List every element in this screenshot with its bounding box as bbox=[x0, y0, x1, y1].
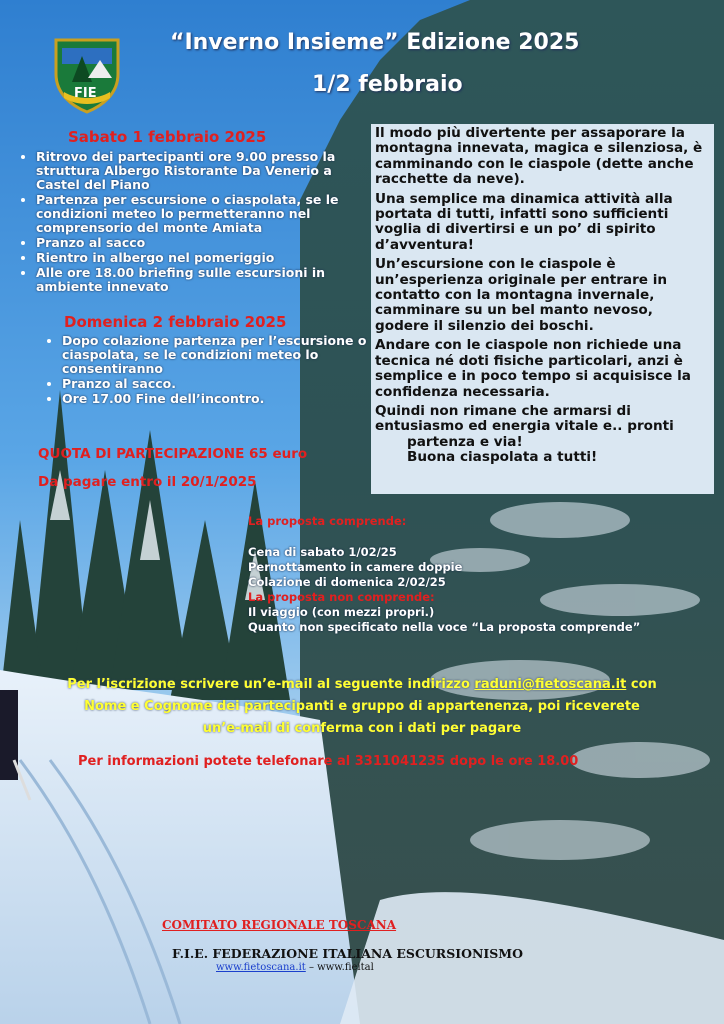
federation-name: F.I.E. FEDERAZIONE ITALIANA ESCURSIONISMO bbox=[172, 946, 523, 961]
footer-link-separator: – bbox=[305, 962, 318, 973]
quota-price: QUOTA DI PARTECIPAZIONE 65 euro bbox=[38, 446, 308, 462]
list-item: • Ore 17.00 Fine dell’incontro. bbox=[62, 392, 380, 406]
list-item: • Alle ore 18.00 briefing sulle escursioni in ambiente innevato bbox=[36, 266, 362, 294]
description-paragraph: Una semplice ma dinamica attività alla portata di tutti, infatti sono sufficienti voglia di divertirsi e un po’ di spirito d’avventura! bbox=[375, 190, 673, 253]
saturday-heading: Sabato 1 febbraio 2025 bbox=[68, 128, 267, 146]
phone-info: Per informazioni potete telefonare al 3311041235 dopo le ore 18.00 bbox=[78, 754, 579, 769]
description-panel bbox=[371, 124, 714, 494]
list-item: • Pranzo al sacco bbox=[36, 236, 362, 250]
fie-shield-icon bbox=[52, 34, 122, 114]
description-closing: Buona ciaspolata a tutti! bbox=[407, 449, 598, 466]
website-link[interactable]: www.fietoscana.it bbox=[216, 962, 306, 973]
registration-info bbox=[20, 674, 704, 740]
sunday-program-list bbox=[44, 334, 380, 407]
list-item: Pernottamento in camere doppie bbox=[248, 560, 463, 574]
list-item: • Partenza per escursione o ciaspolata, se le condizioni meteo lo permetteranno nel comprensorio del monte Amiata bbox=[36, 193, 362, 235]
description-closing: partenza e via! bbox=[407, 433, 523, 450]
sunday-heading: Domenica 2 febbraio 2025 bbox=[64, 313, 287, 331]
committee-link[interactable]: COMITATO REGIONALE TOSCANA bbox=[162, 918, 397, 932]
page-subtitle-dates: 1/2 febbraio bbox=[312, 72, 463, 97]
includes-heading: La proposta comprende: bbox=[248, 514, 407, 528]
logo-text: FIE bbox=[74, 86, 97, 101]
description-paragraph: Andare con le ciaspole non richiede una tecnica né doti fisiche particolari, anzi è semplice e in poco tempo si acquisisce la confidenza necessaria. bbox=[375, 337, 691, 400]
fie-logo bbox=[52, 34, 122, 114]
excludes-heading: La proposta non comprende: bbox=[248, 590, 435, 604]
registration-email-link[interactable]: raduni@fietoscana.it bbox=[474, 677, 627, 692]
description-paragraph: Quindi non rimane che armarsi di entusiasmo ed energia vitale e.. pronti bbox=[375, 402, 674, 435]
registration-line: un’e-mail di conferma con i dati per pagare bbox=[202, 721, 522, 736]
page-title: “Inverno Insieme” Edizione 2025 bbox=[170, 30, 580, 55]
registration-text: Per l’iscrizione scrivere un’e-mail al seguente indirizzo bbox=[67, 677, 470, 692]
saturday-program-list bbox=[18, 150, 362, 295]
list-item: Il viaggio (con mezzi propri.) bbox=[248, 605, 435, 619]
list-item: Colazione di domenica 2/02/25 bbox=[248, 575, 446, 589]
list-item: • Rientro in albergo nel pomeriggio bbox=[36, 251, 362, 265]
registration-line bbox=[20, 674, 704, 696]
list-item: Cena di sabato 1/02/25 bbox=[248, 545, 397, 559]
website-link-secondary[interactable]: www.fieital bbox=[317, 962, 374, 973]
registration-text: con bbox=[630, 677, 657, 692]
description-paragraph: Un’escursione con le ciaspole è un’esperienza originale per entrare in contatto con la montagna invernale, camminare su un bel manto nevoso, godere il silenzio dei boschi. bbox=[375, 256, 668, 334]
list-item: • Pranzo al sacco. bbox=[62, 377, 380, 391]
footer-links bbox=[216, 962, 374, 973]
quota-deadline: Da pagare entro il 20/1/2025 bbox=[38, 474, 257, 490]
includes-section bbox=[248, 514, 688, 635]
list-item: • Ritrovo dei partecipanti ore 9.00 presso la struttura Albergo Ristorante Da Venerio a Castel del Piano bbox=[36, 150, 362, 192]
description-paragraph: Il modo più divertente per assaporare la montagna innevata, magica e silenziosa, è camminando con le ciaspole (dette anche racchette da neve). bbox=[375, 125, 703, 188]
list-item: • Dopo colazione partenza per l’escursione o ciaspolata, se le condizioni meteo lo consentiranno bbox=[62, 334, 380, 376]
registration-line: Nome e Cognome dei partecipanti e gruppo di appartenenza, poi riceverete bbox=[84, 699, 640, 714]
list-item: Quanto non specificato nella voce “La proposta comprende” bbox=[248, 620, 641, 634]
